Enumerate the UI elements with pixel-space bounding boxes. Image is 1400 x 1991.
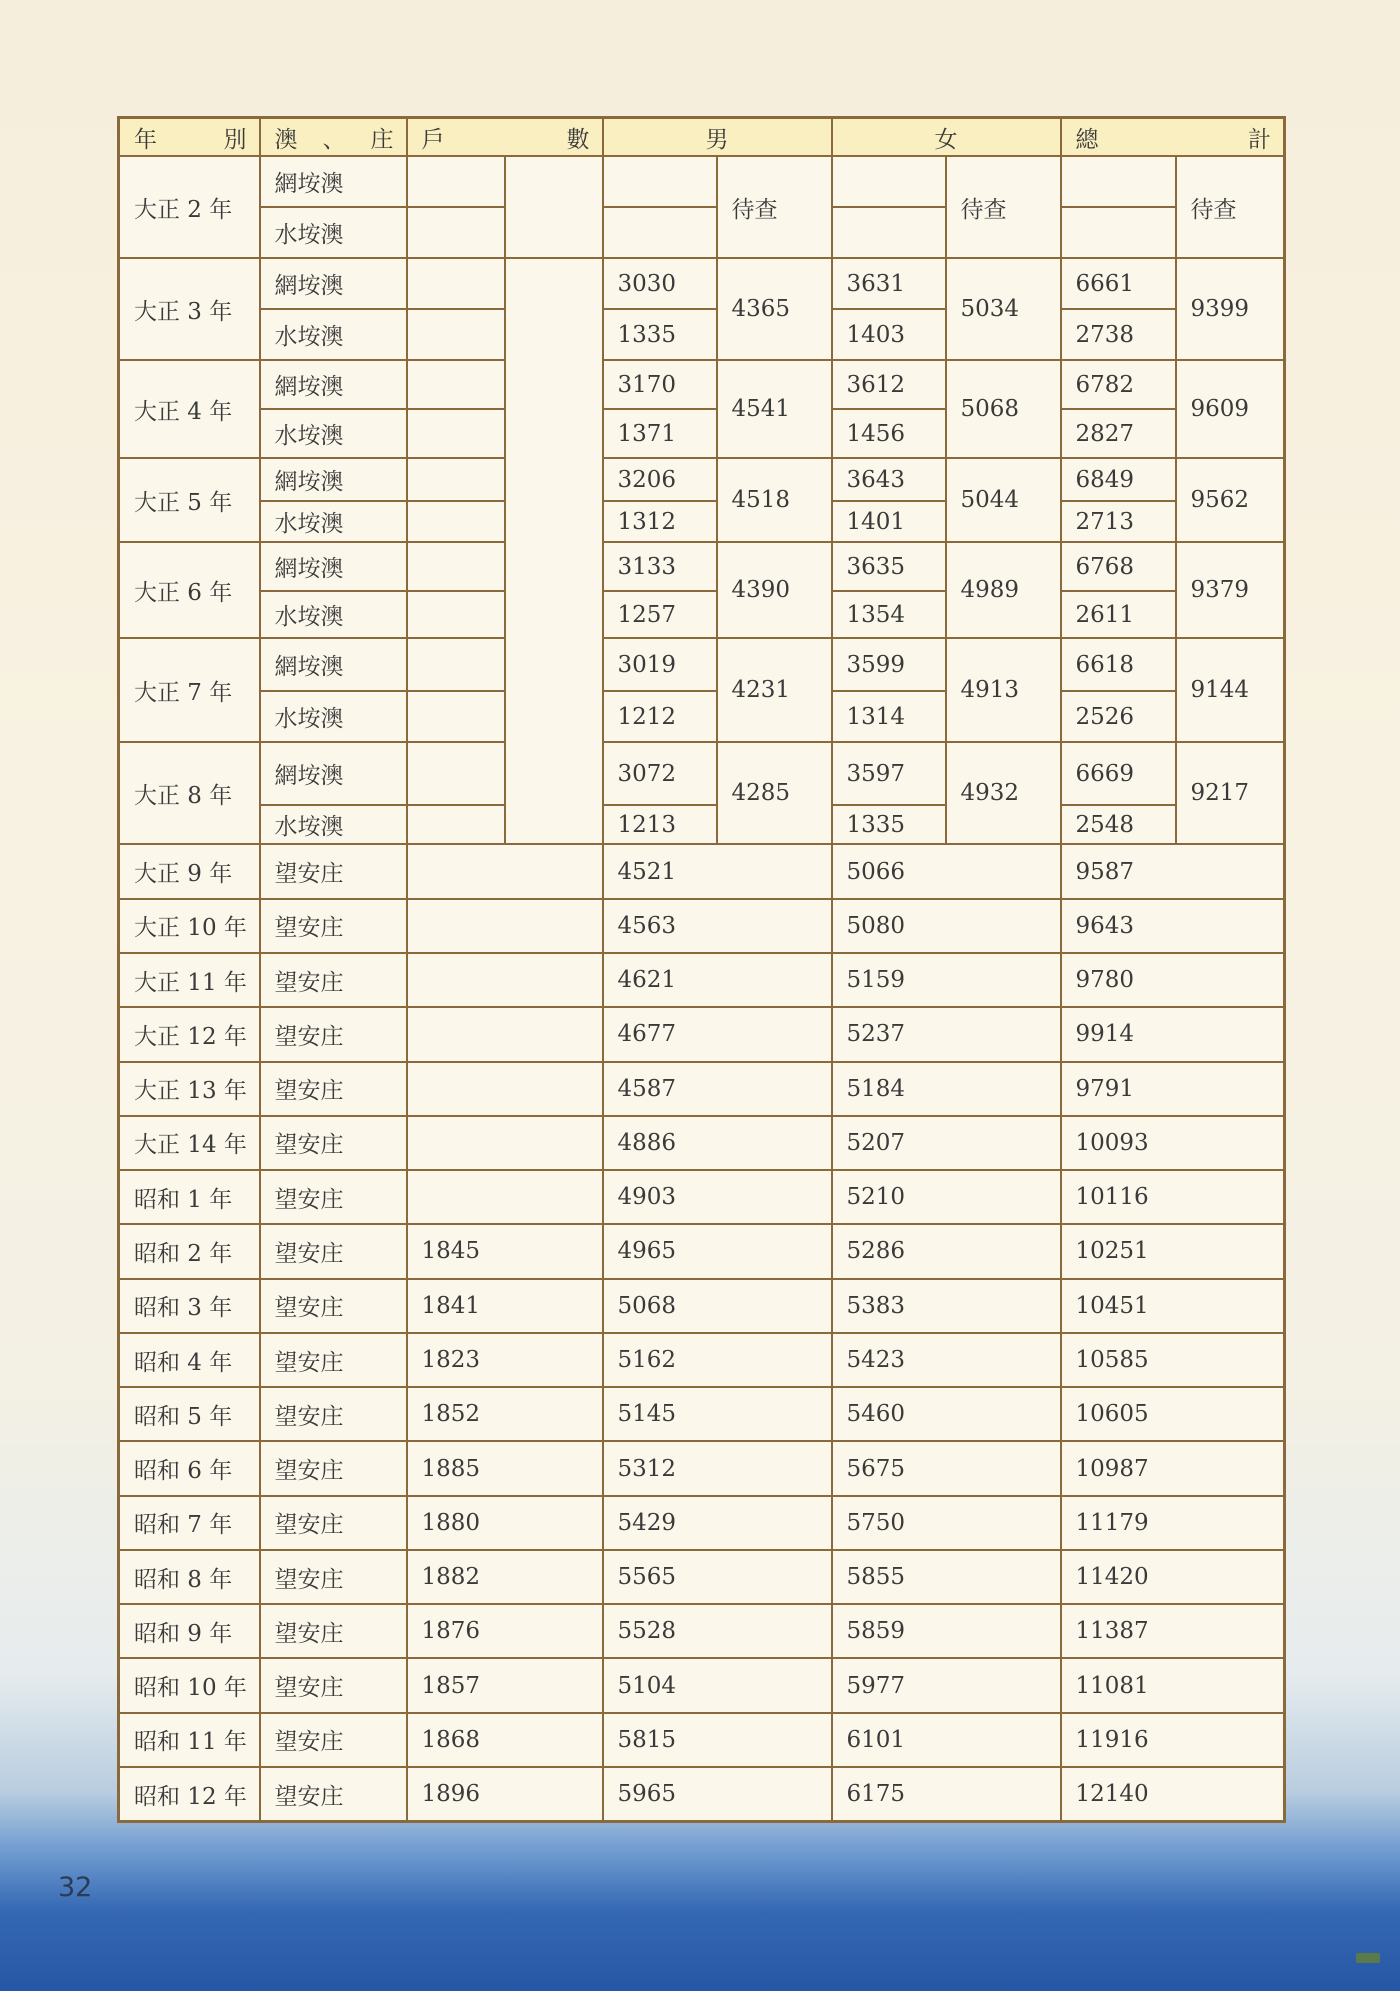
female-cell: 5237 — [832, 1007, 1061, 1061]
female-sum-cell: 4913 — [946, 638, 1061, 742]
boat-decoration — [1356, 1953, 1380, 1963]
total-cell: 2548 — [1061, 805, 1176, 844]
table-row — [119, 899, 1285, 953]
male-sum-cell: 4365 — [717, 258, 832, 360]
total-sum-cell: 9144 — [1176, 638, 1285, 742]
total-cell: 6782 — [1061, 360, 1176, 409]
total-cell: 9914 — [1061, 1007, 1285, 1061]
households-cell — [407, 953, 603, 1007]
total-cell: 6661 — [1061, 258, 1176, 309]
total-cell: 10987 — [1061, 1441, 1285, 1495]
male-cell: 4886 — [603, 1116, 832, 1170]
households-cell: 1885 — [407, 1441, 603, 1495]
female-sum-cell: 5034 — [946, 258, 1061, 360]
male-cell: 3019 — [603, 638, 717, 691]
district-cell: 網垵澳 — [260, 156, 407, 207]
female-cell: 5286 — [832, 1224, 1061, 1278]
year-cell: 昭和 2 年 — [119, 1224, 260, 1278]
total-cell: 9587 — [1061, 844, 1285, 898]
total-cell — [1061, 156, 1176, 207]
year-cell: 昭和 4 年 — [119, 1333, 260, 1387]
total-cell: 6768 — [1061, 542, 1176, 591]
total-cell: 10451 — [1061, 1279, 1285, 1333]
district-cell: 水垵澳 — [260, 409, 407, 458]
male-cell: 1212 — [603, 691, 717, 742]
total-cell: 2713 — [1061, 501, 1176, 543]
households-cell — [407, 742, 505, 805]
male-cell: 3030 — [603, 258, 717, 309]
total-cell: 6618 — [1061, 638, 1176, 691]
households-cell — [407, 1170, 603, 1224]
year-cell: 昭和 1 年 — [119, 1170, 260, 1224]
district-cell: 望安庄 — [260, 1279, 407, 1333]
total-sum-cell: 9217 — [1176, 742, 1285, 844]
district-cell: 水垵澳 — [260, 501, 407, 543]
table-row — [119, 1279, 1285, 1333]
table-row — [119, 844, 1285, 898]
male-cell: 5565 — [603, 1550, 832, 1604]
year-cell: 大正 12 年 — [119, 1007, 260, 1061]
households-cell — [407, 309, 505, 360]
male-cell: 1257 — [603, 591, 717, 638]
district-cell: 望安庄 — [260, 1224, 407, 1278]
header-year: 年 別 — [119, 118, 260, 157]
households-cell — [407, 207, 505, 258]
district-cell: 水垵澳 — [260, 805, 407, 844]
header-row — [119, 118, 1285, 157]
total-cell: 2611 — [1061, 591, 1176, 638]
male-cell: 4903 — [603, 1170, 832, 1224]
year-cell: 昭和 6 年 — [119, 1441, 260, 1495]
female-cell: 5207 — [832, 1116, 1061, 1170]
year-cell: 大正 10 年 — [119, 899, 260, 953]
male-cell — [603, 207, 717, 258]
male-cell: 3072 — [603, 742, 717, 805]
total-cell: 6849 — [1061, 458, 1176, 501]
households-cell — [407, 409, 505, 458]
male-cell: 3206 — [603, 458, 717, 501]
table-row — [119, 1496, 1285, 1550]
header-female: 女 — [832, 118, 1061, 157]
female-cell: 5423 — [832, 1333, 1061, 1387]
total-cell: 10116 — [1061, 1170, 1285, 1224]
total-sum-cell: 9609 — [1176, 360, 1285, 458]
households-sum-cell — [505, 156, 603, 258]
female-cell: 5750 — [832, 1496, 1061, 1550]
households-cell: 1841 — [407, 1279, 603, 1333]
male-cell: 1312 — [603, 501, 717, 543]
female-cell: 3612 — [832, 360, 946, 409]
households-cell — [407, 844, 603, 898]
male-sum-cell: 4285 — [717, 742, 832, 844]
male-sum-cell: 4541 — [717, 360, 832, 458]
year-cell: 昭和 3 年 — [119, 1279, 260, 1333]
households-cell — [407, 360, 505, 409]
households-cell — [407, 1062, 603, 1116]
table-row — [119, 542, 1285, 591]
male-cell: 4621 — [603, 953, 832, 1007]
total-cell: 11081 — [1061, 1658, 1285, 1712]
female-cell: 1314 — [832, 691, 946, 742]
male-cell: 5528 — [603, 1604, 832, 1658]
year-cell: 昭和 9 年 — [119, 1604, 260, 1658]
table-row — [119, 1116, 1285, 1170]
year-cell: 昭和 12 年 — [119, 1767, 260, 1822]
district-cell: 水垵澳 — [260, 591, 407, 638]
households-cell: 1896 — [407, 1767, 603, 1822]
total-cell: 10251 — [1061, 1224, 1285, 1278]
district-cell: 網垵澳 — [260, 542, 407, 591]
district-cell: 網垵澳 — [260, 458, 407, 501]
total-cell: 11387 — [1061, 1604, 1285, 1658]
male-cell: 5145 — [603, 1387, 832, 1441]
male-cell: 1335 — [603, 309, 717, 360]
year-cell: 大正 2 年 — [119, 156, 260, 258]
households-cell — [407, 591, 505, 638]
district-cell: 望安庄 — [260, 1170, 407, 1224]
table-row — [119, 1333, 1285, 1387]
male-sum-cell: 4518 — [717, 458, 832, 542]
households-sum-cell — [505, 258, 603, 844]
female-sum-cell: 待查 — [946, 156, 1061, 258]
female-cell: 5675 — [832, 1441, 1061, 1495]
table-row — [119, 501, 1285, 543]
total-cell — [1061, 207, 1176, 258]
header-households: 戶 數 — [407, 118, 603, 157]
male-cell: 4563 — [603, 899, 832, 953]
table-row — [119, 458, 1285, 501]
district-cell: 望安庄 — [260, 1713, 407, 1767]
year-cell: 大正 13 年 — [119, 1062, 260, 1116]
table-row — [119, 805, 1285, 844]
male-cell: 5068 — [603, 1279, 832, 1333]
district-cell: 水垵澳 — [260, 309, 407, 360]
households-cell — [407, 638, 505, 691]
total-sum-cell: 9379 — [1176, 542, 1285, 638]
male-cell: 5965 — [603, 1767, 832, 1822]
year-cell: 大正 3 年 — [119, 258, 260, 360]
households-cell: 1876 — [407, 1604, 603, 1658]
female-cell: 5859 — [832, 1604, 1061, 1658]
table-row — [119, 409, 1285, 458]
male-cell: 4677 — [603, 1007, 832, 1061]
female-cell: 1403 — [832, 309, 946, 360]
year-cell: 大正 4 年 — [119, 360, 260, 458]
households-cell: 1823 — [407, 1333, 603, 1387]
table-row — [119, 691, 1285, 742]
district-cell: 望安庄 — [260, 899, 407, 953]
district-cell: 望安庄 — [260, 1333, 407, 1387]
total-cell: 10093 — [1061, 1116, 1285, 1170]
female-sum-cell: 4932 — [946, 742, 1061, 844]
table-row — [119, 1007, 1285, 1061]
male-cell: 5312 — [603, 1441, 832, 1495]
male-cell: 3133 — [603, 542, 717, 591]
households-cell — [407, 1116, 603, 1170]
households-cell — [407, 542, 505, 591]
female-cell: 3643 — [832, 458, 946, 501]
table-row — [119, 207, 1285, 258]
male-cell: 4521 — [603, 844, 832, 898]
female-cell: 3599 — [832, 638, 946, 691]
district-cell: 水垵澳 — [260, 207, 407, 258]
male-cell: 1213 — [603, 805, 717, 844]
female-cell: 5383 — [832, 1279, 1061, 1333]
year-cell: 昭和 10 年 — [119, 1658, 260, 1712]
female-cell: 5159 — [832, 953, 1061, 1007]
year-cell: 大正 14 年 — [119, 1116, 260, 1170]
district-cell: 望安庄 — [260, 1062, 407, 1116]
female-sum-cell: 5068 — [946, 360, 1061, 458]
households-cell: 1868 — [407, 1713, 603, 1767]
male-sum-cell: 4390 — [717, 542, 832, 638]
year-cell: 大正 9 年 — [119, 844, 260, 898]
households-cell: 1880 — [407, 1496, 603, 1550]
year-cell: 昭和 5 年 — [119, 1387, 260, 1441]
female-cell: 6101 — [832, 1713, 1061, 1767]
female-cell: 5855 — [832, 1550, 1061, 1604]
header-male: 男 — [603, 118, 832, 157]
total-sum-cell: 9399 — [1176, 258, 1285, 360]
female-cell: 5066 — [832, 844, 1061, 898]
total-sum-cell: 待查 — [1176, 156, 1285, 258]
district-cell: 水垵澳 — [260, 691, 407, 742]
households-cell — [407, 1007, 603, 1061]
households-cell — [407, 805, 505, 844]
households-cell — [407, 458, 505, 501]
header-total: 總 計 — [1061, 118, 1285, 157]
male-cell: 5429 — [603, 1496, 832, 1550]
year-cell: 大正 6 年 — [119, 542, 260, 638]
total-cell: 6669 — [1061, 742, 1176, 805]
households-cell: 1857 — [407, 1658, 603, 1712]
year-cell: 大正 11 年 — [119, 953, 260, 1007]
table-row — [119, 1767, 1285, 1822]
total-cell: 9643 — [1061, 899, 1285, 953]
households-cell — [407, 258, 505, 309]
female-cell: 1335 — [832, 805, 946, 844]
female-cell — [832, 156, 946, 207]
total-cell: 9791 — [1061, 1062, 1285, 1116]
table-row — [119, 360, 1285, 409]
table-row — [119, 258, 1285, 309]
households-cell — [407, 899, 603, 953]
year-cell: 昭和 8 年 — [119, 1550, 260, 1604]
district-cell: 望安庄 — [260, 1767, 407, 1822]
table-row — [119, 742, 1285, 805]
table-row — [119, 1387, 1285, 1441]
households-cell — [407, 156, 505, 207]
total-cell: 11916 — [1061, 1713, 1285, 1767]
district-cell: 望安庄 — [260, 1496, 407, 1550]
female-cell: 3597 — [832, 742, 946, 805]
district-cell: 網垵澳 — [260, 258, 407, 309]
table-row — [119, 953, 1285, 1007]
total-cell: 10585 — [1061, 1333, 1285, 1387]
table-row — [119, 1604, 1285, 1658]
female-cell: 3631 — [832, 258, 946, 309]
male-cell: 3170 — [603, 360, 717, 409]
total-cell: 11420 — [1061, 1550, 1285, 1604]
female-cell: 5080 — [832, 899, 1061, 953]
households-cell — [407, 691, 505, 742]
female-cell: 5977 — [832, 1658, 1061, 1712]
table-row — [119, 1224, 1285, 1278]
district-cell: 望安庄 — [260, 1387, 407, 1441]
male-cell: 4587 — [603, 1062, 832, 1116]
households-cell: 1845 — [407, 1224, 603, 1278]
table-row — [119, 309, 1285, 360]
page-number: 32 — [58, 1872, 93, 1903]
female-cell: 1354 — [832, 591, 946, 638]
district-cell: 望安庄 — [260, 1116, 407, 1170]
district-cell: 望安庄 — [260, 953, 407, 1007]
female-cell: 5460 — [832, 1387, 1061, 1441]
female-sum-cell: 4989 — [946, 542, 1061, 638]
total-cell: 9780 — [1061, 953, 1285, 1007]
households-cell — [407, 501, 505, 543]
female-cell: 3635 — [832, 542, 946, 591]
table-row — [119, 1170, 1285, 1224]
district-cell: 望安庄 — [260, 1550, 407, 1604]
male-cell: 5815 — [603, 1713, 832, 1767]
male-cell: 1371 — [603, 409, 717, 458]
male-cell: 5162 — [603, 1333, 832, 1387]
table-row — [119, 1658, 1285, 1712]
district-cell: 望安庄 — [260, 1007, 407, 1061]
year-cell: 大正 7 年 — [119, 638, 260, 742]
total-cell: 12140 — [1061, 1767, 1285, 1822]
district-cell: 望安庄 — [260, 1658, 407, 1712]
table-row — [119, 1062, 1285, 1116]
table-row — [119, 156, 1285, 207]
header-district: 澳 、 庄 — [260, 118, 407, 157]
table-row — [119, 1441, 1285, 1495]
male-cell — [603, 156, 717, 207]
households-cell: 1882 — [407, 1550, 603, 1604]
district-cell: 網垵澳 — [260, 638, 407, 691]
female-sum-cell: 5044 — [946, 458, 1061, 542]
population-table — [117, 116, 1286, 1823]
total-cell: 2738 — [1061, 309, 1176, 360]
male-sum-cell: 待查 — [717, 156, 832, 258]
female-cell: 1456 — [832, 409, 946, 458]
table-row — [119, 638, 1285, 691]
year-cell: 大正 5 年 — [119, 458, 260, 542]
total-cell: 2827 — [1061, 409, 1176, 458]
male-cell: 5104 — [603, 1658, 832, 1712]
male-cell: 4965 — [603, 1224, 832, 1278]
district-cell: 望安庄 — [260, 844, 407, 898]
district-cell: 網垵澳 — [260, 360, 407, 409]
male-sum-cell: 4231 — [717, 638, 832, 742]
total-cell: 10605 — [1061, 1387, 1285, 1441]
total-sum-cell: 9562 — [1176, 458, 1285, 542]
district-cell: 望安庄 — [260, 1441, 407, 1495]
district-cell: 望安庄 — [260, 1604, 407, 1658]
district-cell: 網垵澳 — [260, 742, 407, 805]
year-cell: 昭和 11 年 — [119, 1713, 260, 1767]
households-cell: 1852 — [407, 1387, 603, 1441]
female-cell: 5210 — [832, 1170, 1061, 1224]
female-cell: 6175 — [832, 1767, 1061, 1822]
female-cell — [832, 207, 946, 258]
table-row — [119, 591, 1285, 638]
female-cell: 5184 — [832, 1062, 1061, 1116]
year-cell: 大正 8 年 — [119, 742, 260, 844]
table-row — [119, 1550, 1285, 1604]
table-row — [119, 1713, 1285, 1767]
total-cell: 11179 — [1061, 1496, 1285, 1550]
total-cell: 2526 — [1061, 691, 1176, 742]
female-cell: 1401 — [832, 501, 946, 543]
year-cell: 昭和 7 年 — [119, 1496, 260, 1550]
